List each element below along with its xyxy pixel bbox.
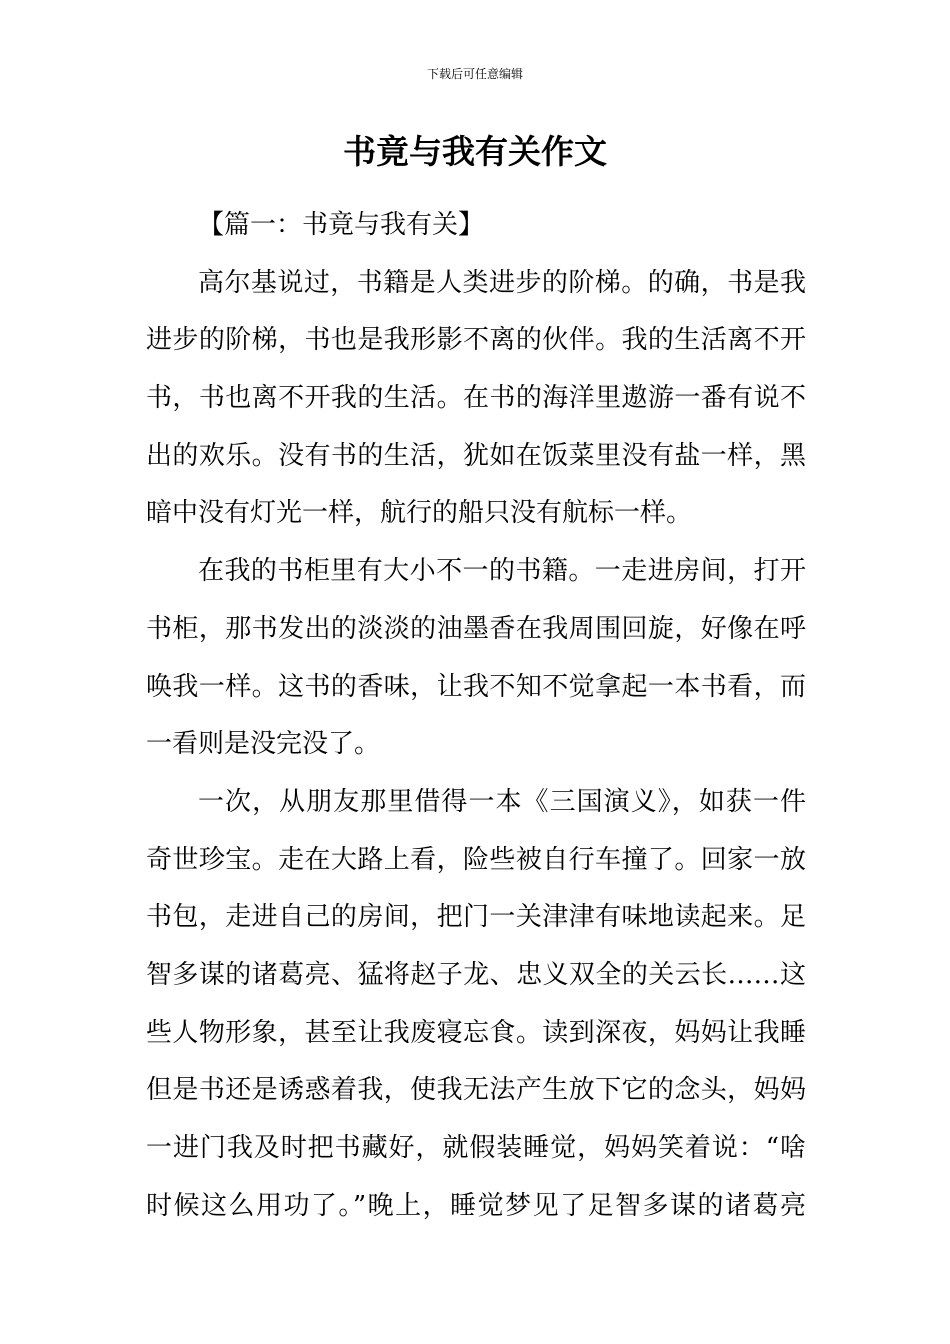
document-body	[146, 197, 806, 1235]
header-note: 下载后可任意编辑	[426, 67, 523, 81]
section-heading: 【篇一：书竟与我有关】	[198, 210, 485, 240]
document-title: 书竟与我有关作文	[343, 132, 607, 171]
text-line: 一次，从朋友那里借得一本《三国演义》，如获一件	[198, 786, 806, 817]
text-line: 暗中没有灯光一样，航行的船只没有航标一样。	[146, 498, 693, 529]
text-line: 书柜，那书发出的淡淡的油墨香在我周围回旋，好像在呼	[146, 613, 806, 644]
text-line: 些人物形象，甚至让我废寝忘食。读到深夜，妈妈让我睡	[146, 1017, 806, 1048]
text-line: 一看则是没完没了。	[146, 729, 381, 760]
text-line: 书包，走进自己的房间，把门一关津津有味地读起来。足	[146, 902, 806, 933]
text-line: 奇世珍宝。走在大路上看，险些被自行车撞了。回家一放	[146, 844, 806, 875]
text-line: 唤我一样。这书的香味，让我不知不觉拿起一本书看，而	[146, 671, 806, 702]
text-line: 但是书还是诱惑着我，使我无法产生放下它的念头，妈妈	[146, 1075, 806, 1106]
text-line: 一进门我及时把书藏好，就假装睡觉，妈妈笑着说：“啥	[146, 1133, 806, 1163]
text-line: 进步的阶梯，书也是我形影不离的伙伴。我的生活离不开	[146, 325, 806, 356]
text-line: 智多谋的诸葛亮、猛将赵子龙、忠义双全的关云长……这	[146, 959, 806, 990]
text-line: 时候这么用功了。”晚上，睡觉梦见了足智多谋的诸葛亮	[146, 1190, 806, 1221]
text-line: 出的欢乐。没有书的生活，犹如在饭菜里没有盐一样，黑	[146, 440, 806, 471]
text-line: 书，书也离不开我的生活。在书的海洋里遨游一番有说不	[146, 383, 806, 414]
text-line: 高尔基说过，书籍是人类进步的阶梯。的确，书是我	[198, 267, 806, 298]
text-line: 在我的书柜里有大小不一的书籍。一走进房间，打开	[198, 556, 806, 587]
